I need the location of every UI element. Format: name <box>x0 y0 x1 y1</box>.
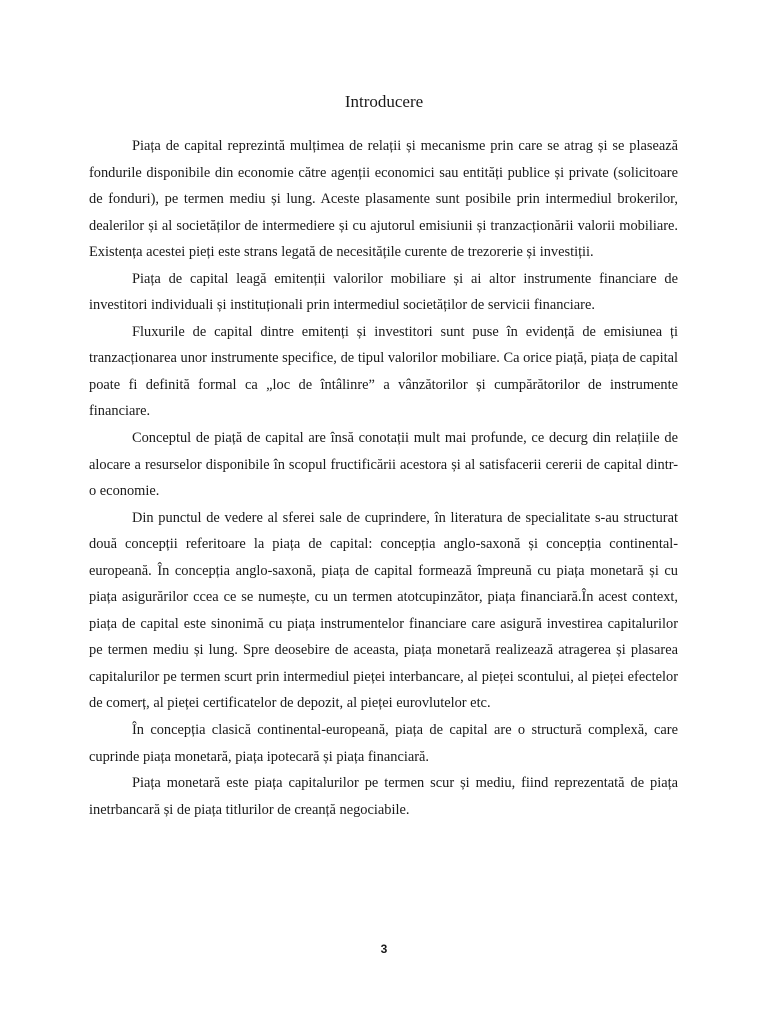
paragraph: În concepția clasică continental-europeană, piața de capital are o structură complexă, care cuprinde piața monetară, piața ipotecară și piața financiară. <box>89 722 678 765</box>
page-title: Introducere <box>344 92 424 111</box>
paragraph: Fluxurile de capital dintre emitenți și investitori sunt puse în evidență de emisiunea ți tranzacționarea unor instrumente specifice, de tipul valorilor mobiliare. Ca orice piață, piața de capital poate fi definită formal ca „loc de întâlinre” a vânzătorilor și cumpărătorilor de instrumente financiare. <box>89 323 678 420</box>
page-number: 3 <box>380 942 388 956</box>
paragraph: Piața monetară este piața capitalurilor pe termen scur și mediu, fiind reprezentată de piața inetrbancară și de piața titlurilor de creanță negociabile. <box>89 775 678 818</box>
paragraph: Piața de capital leagă emitenții valorilor mobiliare și ai altor instrumente financiare de investitori individuali și instituționali prin intermediul societăților de servicii financiare. <box>89 270 678 314</box>
paragraph: Piața de capital reprezintă mulțimea de relații și mecanisme prin care se atrag și se plasează fondurile disponibile din economie către agenții economici sau entități publice și private (solicitoare de fonduri), pe termen mediu și lung. Aceste plasamente sunt posibile prin intermediul brokerilor, dealerilor și al societăților de intermediere și cu ajutorul emisiunii și tranzacționării valorii mobiliare. Existența acestei pieți este strans legată de necesitățile curente de trezorerie și investiții. <box>89 138 678 261</box>
paragraph: Conceptul de piață de capital are însă conotații mult mai profunde, ce decurg din relațiile de alocare a resurselor disponibile în scopul fructificării acestora și al satisfacerii cererii de capital dintr-o economie. <box>89 430 678 500</box>
body-text <box>89 133 678 823</box>
paragraph: Din punctul de vedere al sferei sale de cuprindere, în literatura de specialitate s-au structurat două concepții referitoare la piața de capital: concepția anglo-saxonă și concepția continental-europeană. În concepția anglo-saxonă, piața de capital formează împreună cu piața monetară și cu piața asigurărilor ccea ce se numește, cu un termen atotcupinzător, piața financiară.În acest context, piața de capital este sinonimă cu piața instrumentelor financiare care asigură investirea capitalurilor pe termen mediu și lung. Spre deosebire de aceasta, piața monetară realizează atragerea și plasarea capitalurilor pe termen scurt prin intermediul pieței interbancare, al pieței scontului, al pieței efectelor de comerț, al pieței certificatelor de depozit, al pieței eurovlutelor etc. <box>89 509 678 712</box>
